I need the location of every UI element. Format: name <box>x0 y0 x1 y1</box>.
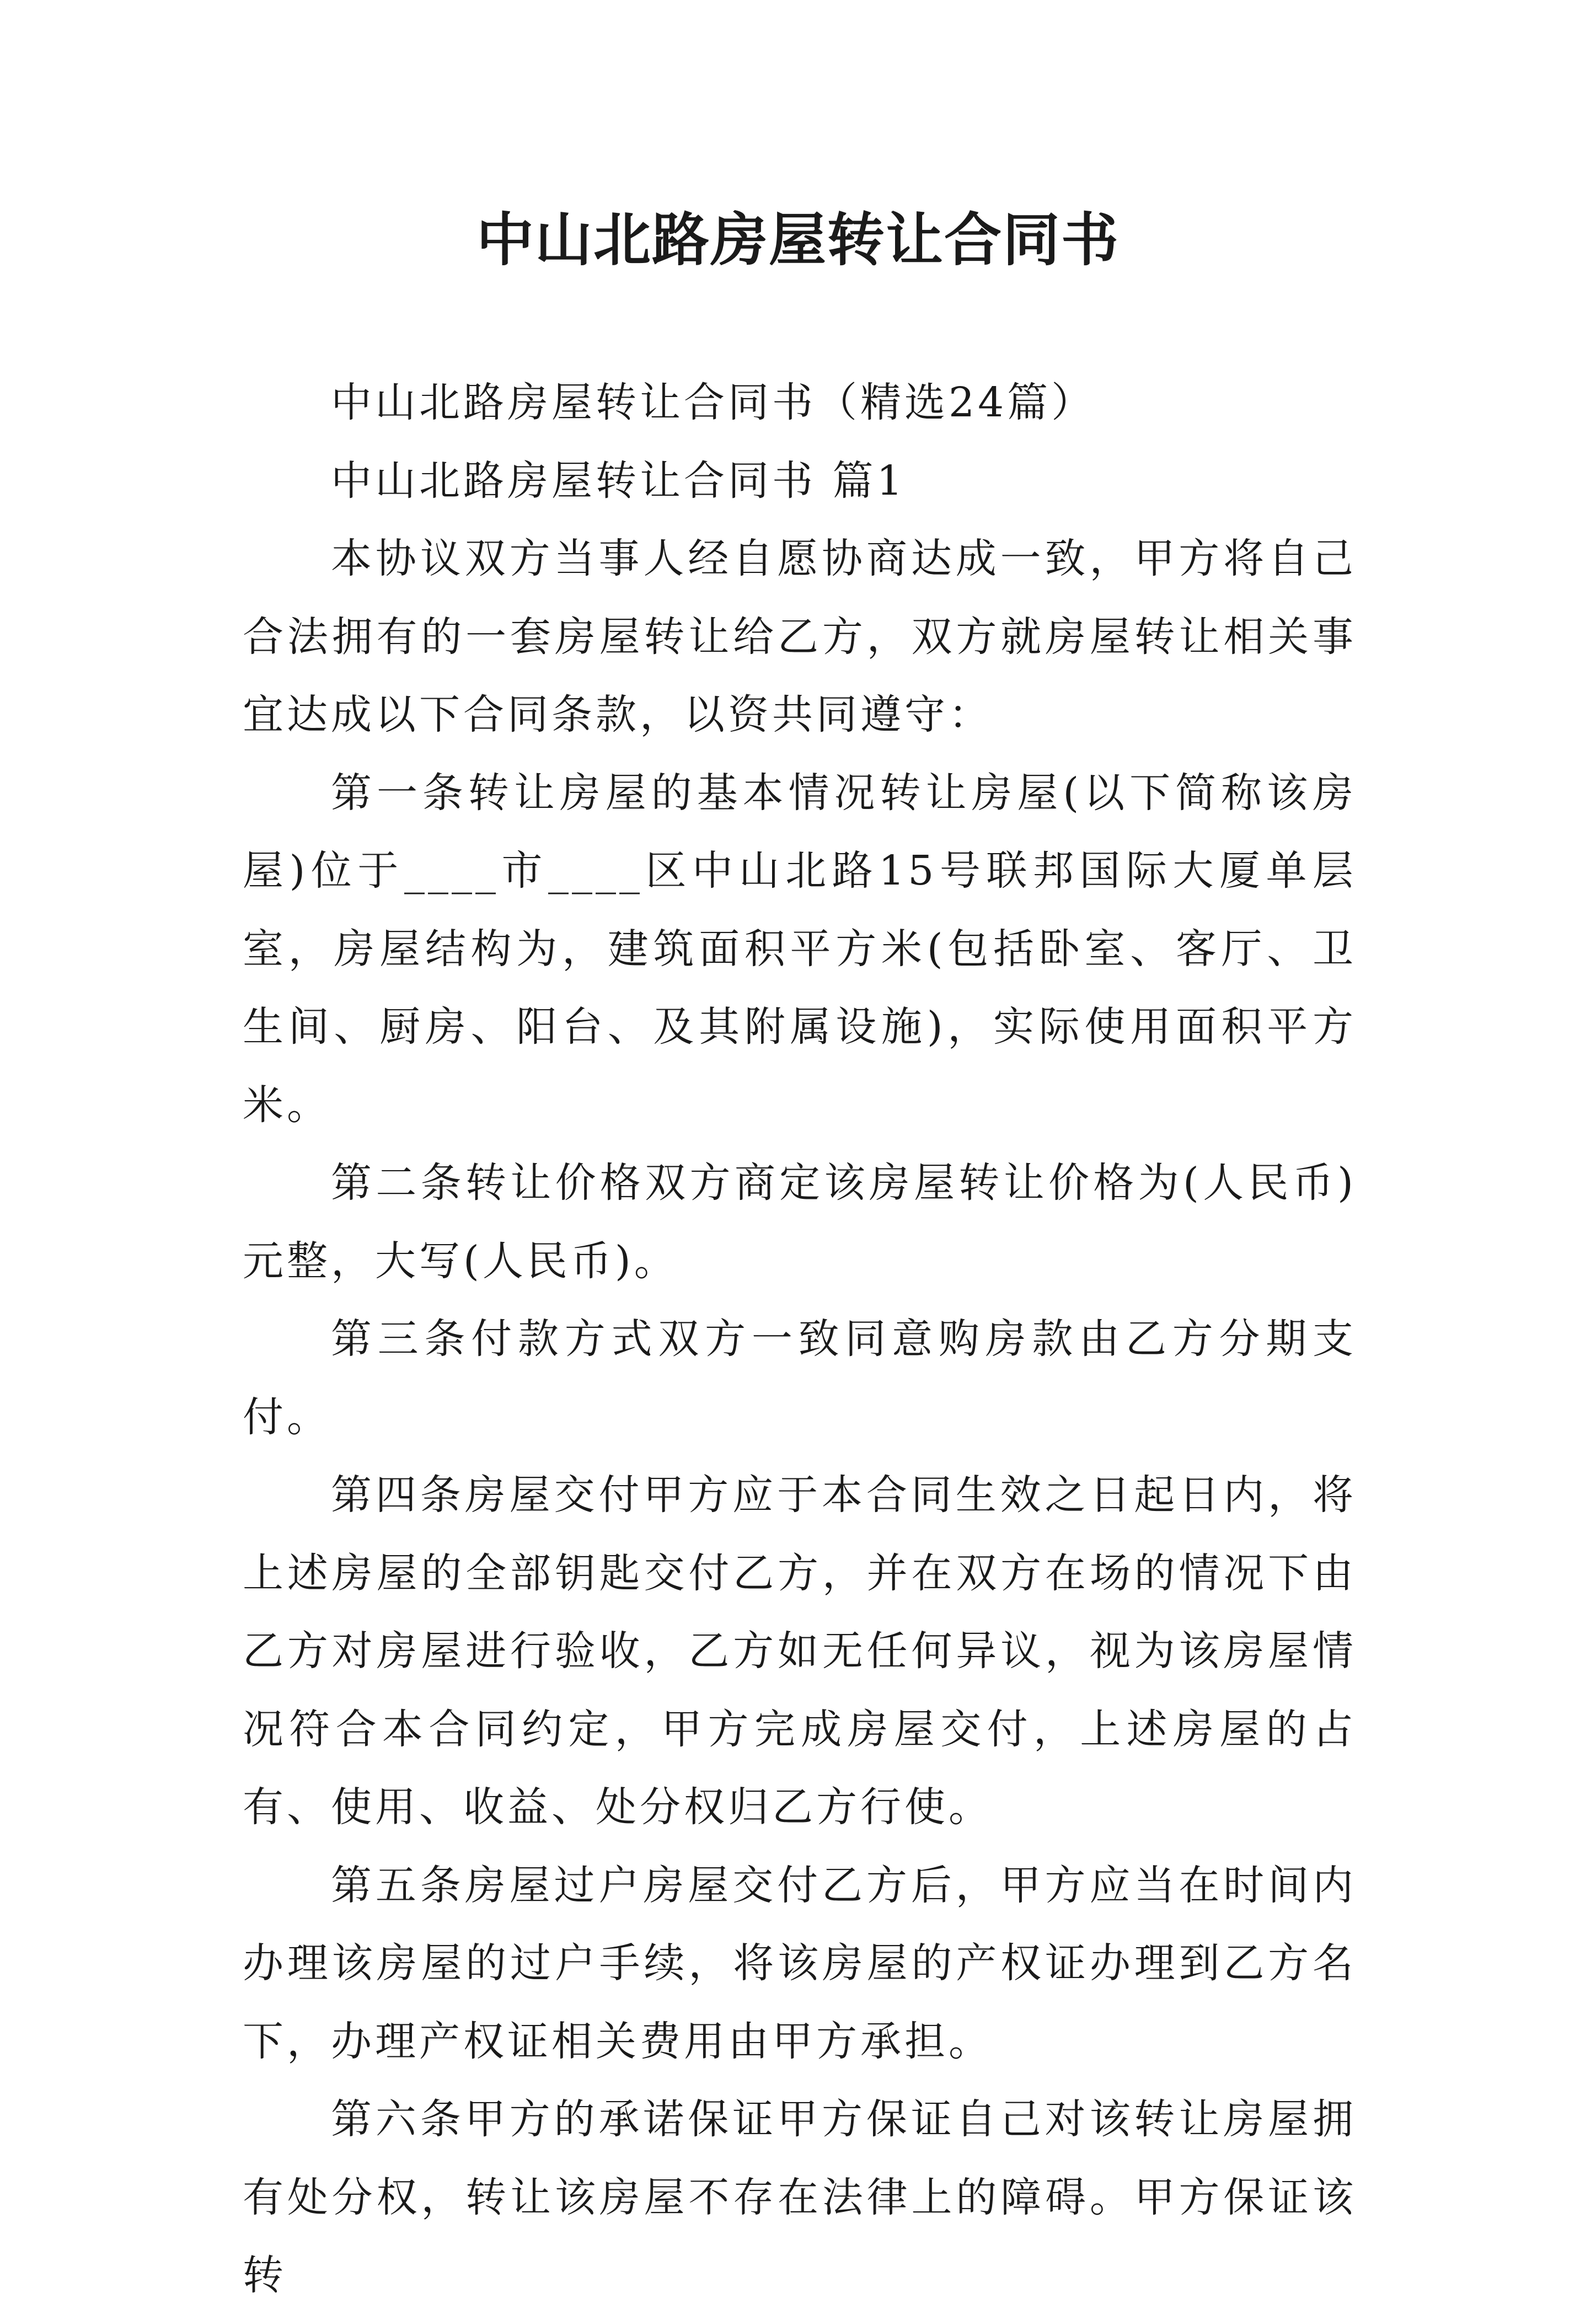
paragraph-article-5: 第五条房屋过户房屋交付乙方后，甲方应当在时间内办理该房屋的过户手续，将该房屋的产权证办理到乙方名下，办理产权证相关费用由甲方承担。 <box>243 1861 1357 2065</box>
document-title: 中山北路房屋转让合同书 <box>476 206 1120 274</box>
document-body <box>243 364 1357 2315</box>
paragraph-article-4: 第四条房屋交付甲方应于本合同生效之日起日内，将上述房屋的全部钥匙交付乙方，并在双方在场的情况下由乙方对房屋进行验收，乙方如无任何异议，视为该房屋情况符合本合同约定，甲方完成房屋交付，上述房屋的占有、使用、收益、处分权归乙方行使。 <box>243 1471 1357 1831</box>
paragraph-section-heading: 中山北路房屋转让合同书 篇1 <box>331 457 906 505</box>
paragraph-preamble: 本协议双方当事人经自愿协商达成一致，甲方将自己合法拥有的一套房屋转让给乙方，双方就房屋转让相关事宜达成以下合同条款，以资共同遵守： <box>243 535 1357 738</box>
paragraph-article-6: 第六条甲方的承诺保证甲方保证自己对该转让房屋拥有处分权，转让该房屋不存在法律上的障碍。甲方保证该转 <box>243 2096 1357 2299</box>
paragraph-article-2: 第二条转让价格双方商定该房屋转让价格为(人民币)元整，大写(人民币)。 <box>243 1159 1357 1285</box>
paragraph-subtitle: 中山北路房屋转让合同书（精选24篇） <box>331 379 1096 426</box>
paragraph-article-1: 第一条转让房屋的基本情况转让房屋(以下简称该房屋)位于____市____区中山北路15号联邦国际大厦单层室，房屋结构为，建筑面积平方米(包括卧室、客厅、卫生间、厨房、阳台、及其附属设施)，实际使用面积平方米。 <box>243 769 1357 1129</box>
paragraph-article-3: 第三条付款方式双方一致同意购房款由乙方分期支付。 <box>243 1315 1357 1441</box>
